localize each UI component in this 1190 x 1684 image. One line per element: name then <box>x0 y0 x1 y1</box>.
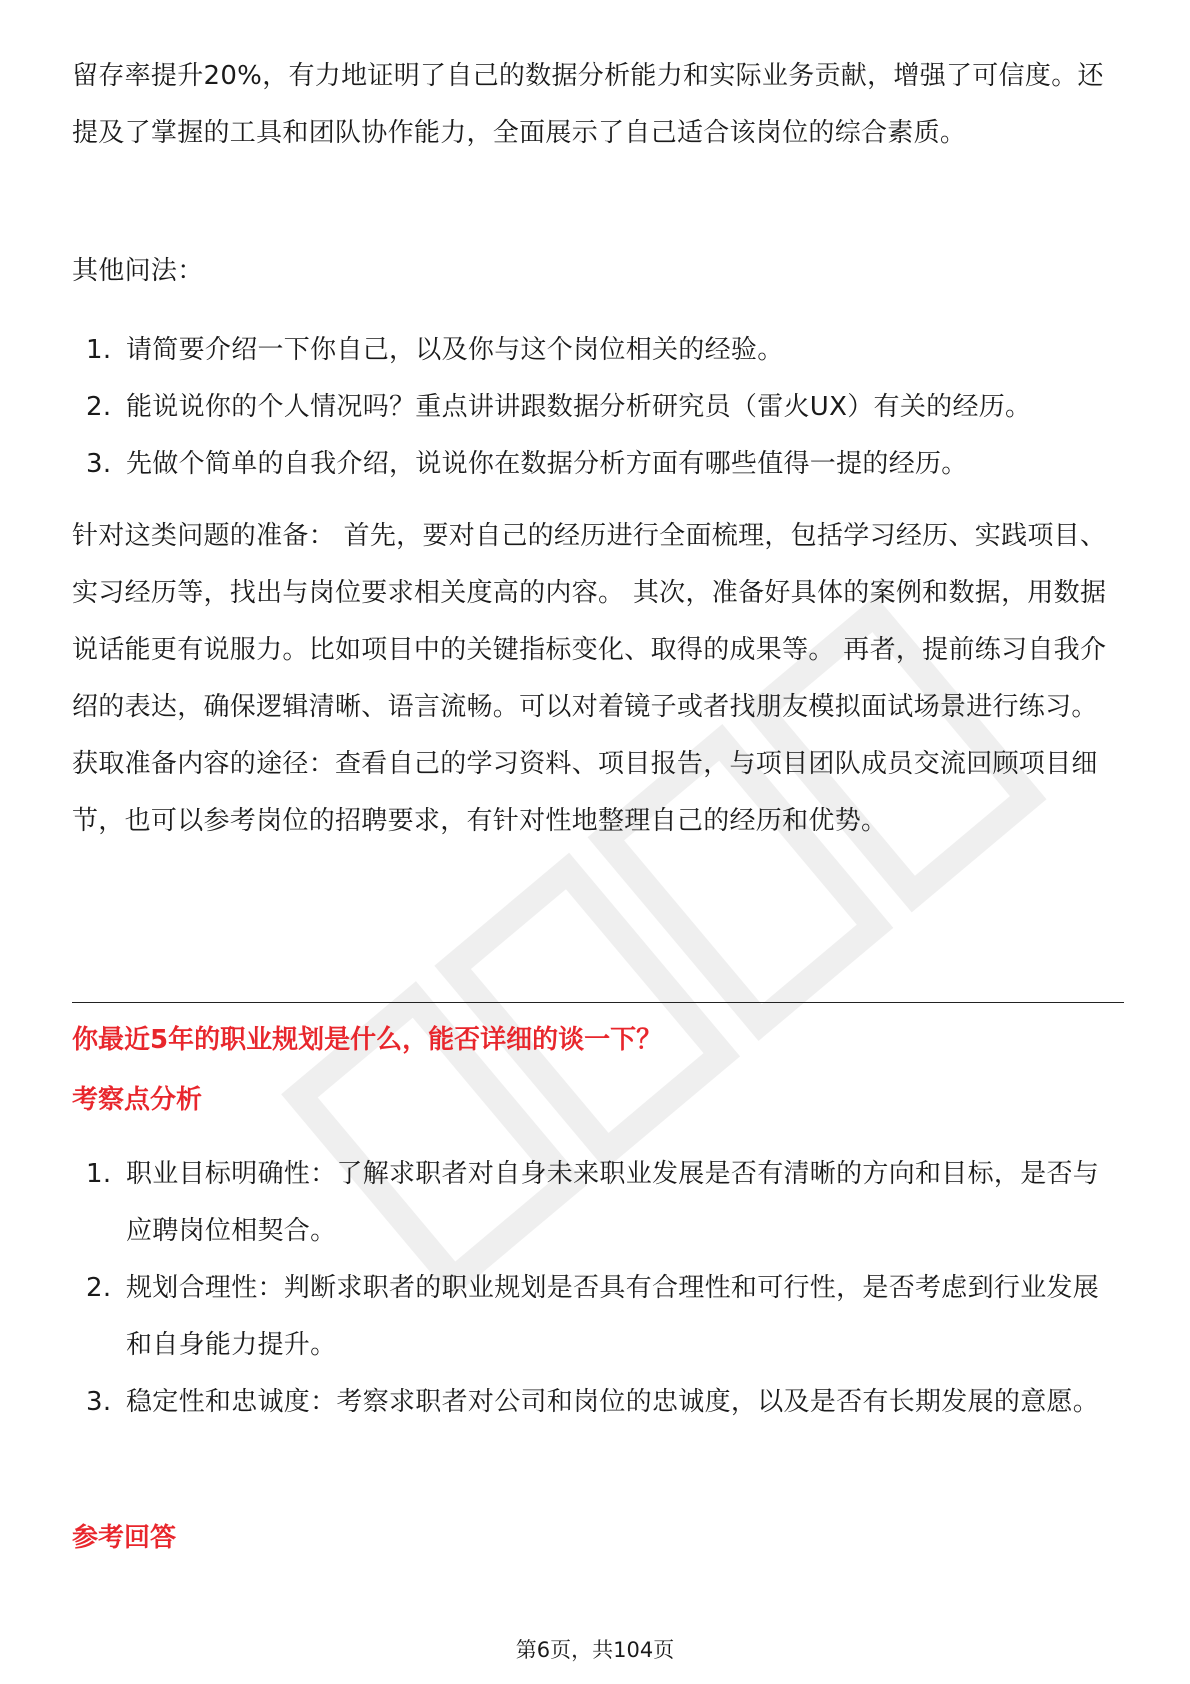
list-item-text: 先做个简单的自我介绍，说说你在数据分析方面有哪些值得一提的经历。 <box>126 449 968 479</box>
list-item-number: 3. <box>86 1387 112 1417</box>
list-item <box>72 1374 1124 1431</box>
list-item <box>72 1146 1124 1260</box>
list-item-number: 2. <box>86 1273 112 1303</box>
analysis-heading: 考察点分析 <box>72 1085 203 1115</box>
list-item <box>72 436 1124 493</box>
page-number: 第6页，共104页 <box>515 1638 675 1662</box>
list-item <box>72 322 1124 379</box>
list-item-text: 职业目标明确性：了解求职者对自身未来职业发展是否有清晰的方向和目标，是否与应聘岗位相契合。 <box>126 1159 1100 1246</box>
section-divider <box>72 1002 1124 1003</box>
list-item-number: 2. <box>86 392 112 422</box>
list-item <box>72 379 1124 436</box>
intro-paragraph: 留存率提升20%，有力地证明了自己的数据分析能力和实际业务贡献，增强了可信度。还提及了掌握的工具和团队协作能力，全面展示了自己适合该岗位的综合素质。 <box>72 61 1104 148</box>
list-item-text: 能说说你的个人情况吗？重点讲讲跟数据分析研究员（雷火UX）有关的经历。 <box>126 392 1032 422</box>
list-item <box>72 1260 1124 1374</box>
list-item-text: 规划合理性：判断求职者的职业规划是否具有合理性和可行性，是否考虑到行业发展和自身能力提升。 <box>126 1273 1100 1360</box>
list-item-number: 1. <box>86 1159 112 1189</box>
other-questions-label: 其他问法： <box>72 256 204 286</box>
list-item-text: 请简要介绍一下你自己，以及你与这个岗位相关的经验。 <box>126 335 784 365</box>
analysis-list <box>72 1146 1124 1431</box>
answer-heading: 参考回答 <box>72 1523 177 1553</box>
preparation-paragraph: 针对这类问题的准备： 首先，要对自己的经历进行全面梳理，包括学习经历、实践项目、实习经历等，找出与岗位要求相关度高的内容。 其次，准备好具体的案例和数据，用数据说话能更有说服力。比如项目中的关键指标变化、取得的成果等。 再者，提前练习自我介绍的表达，确保逻辑清晰、语言流畅。可以对着镜子或者找朋友模拟面试场景进行练习。 获取准备内容的途径：查看自己的学习资料、项目报告，与项目团队成员交流回顾项目细节，也可以参考岗位的招聘要求，有针对性地整理自己的经历和优势。 <box>72 521 1107 836</box>
question-title: 你最近5年的职业规划是什么，能否详细的谈一下？ <box>72 1025 663 1055</box>
list-item-number: 3. <box>86 449 112 479</box>
other-questions-list <box>72 322 1124 493</box>
list-item-number: 1. <box>86 335 112 365</box>
list-item-text: 稳定性和忠诚度：考察求职者对公司和岗位的忠诚度，以及是否有长期发展的意愿。 <box>126 1387 1100 1417</box>
